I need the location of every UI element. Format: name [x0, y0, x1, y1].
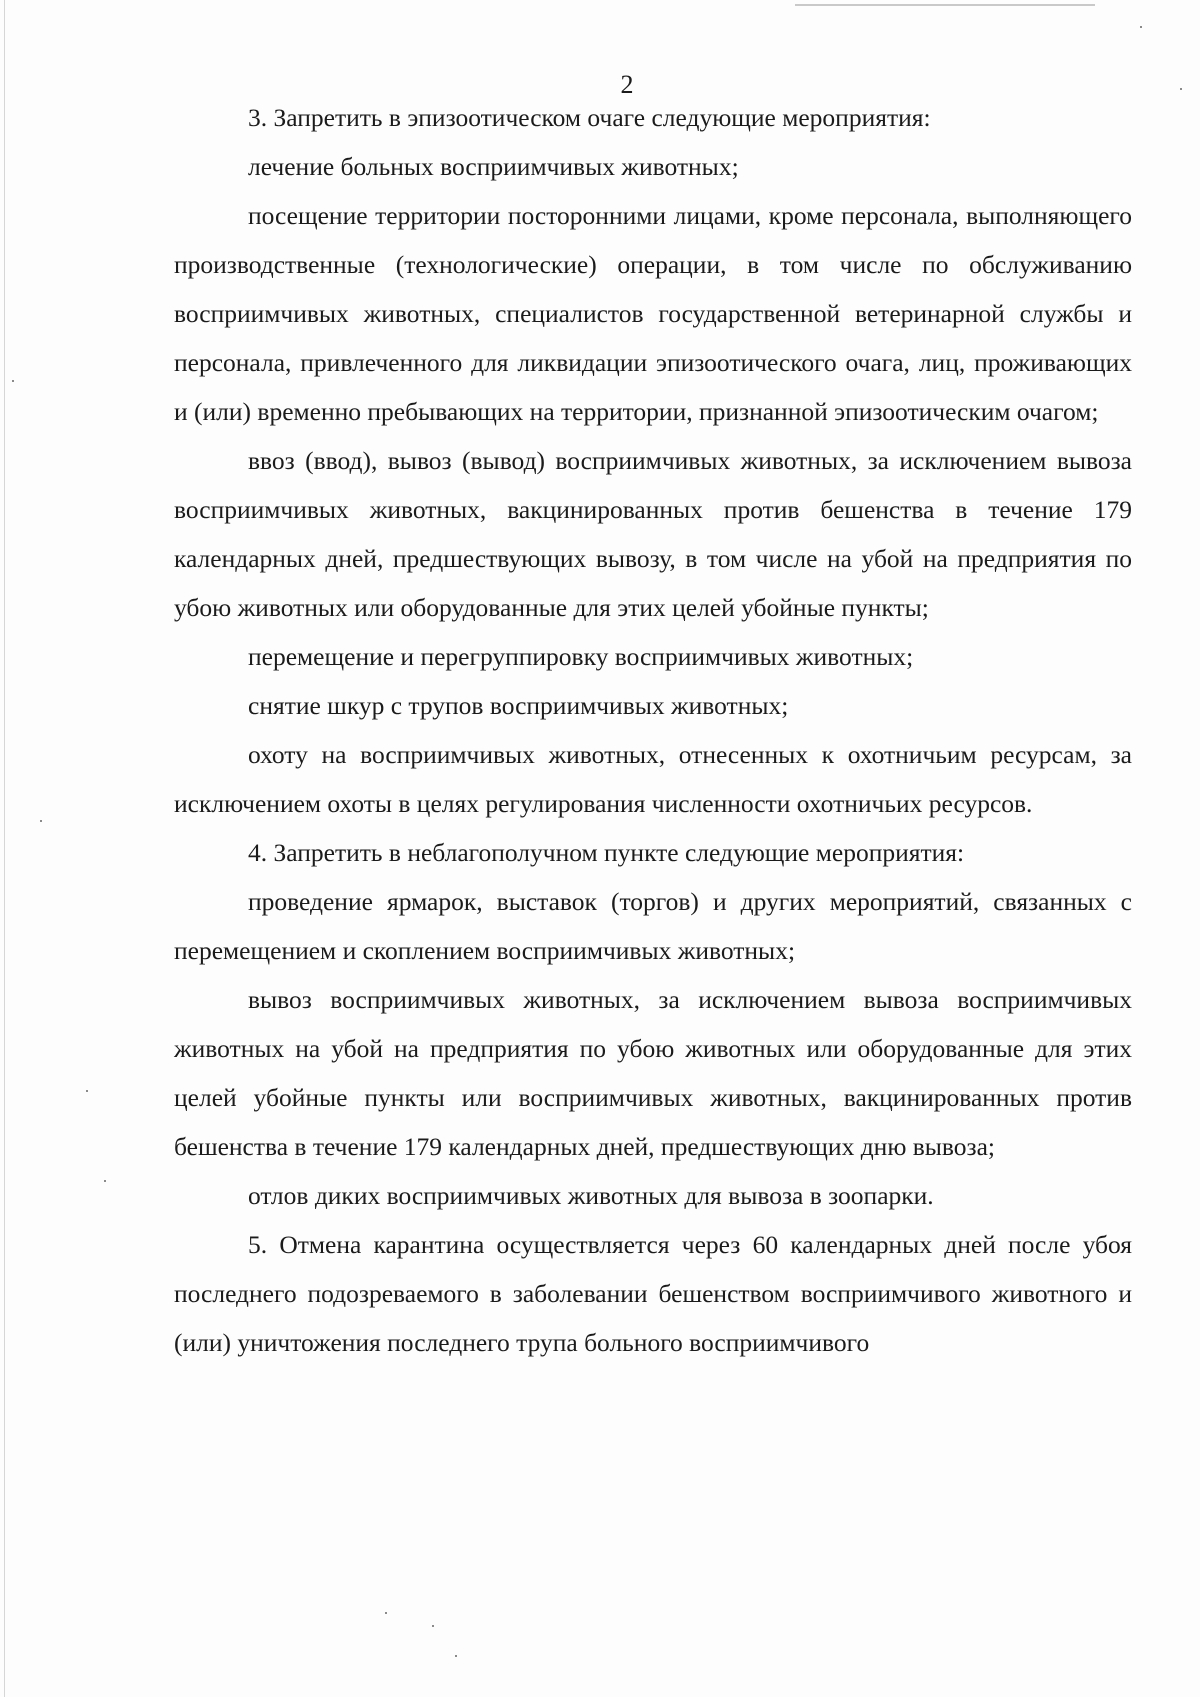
paragraph: посещение территории посторонними лицами, кроме персонала, выполняющего производственные (технологические) операции, в том числе по обслуживанию восприимчивых животных, специалистов государственной ветеринарной службы и персонала, привлеченного для ликвидации эпизоотического очага, лиц, проживающих и (или) временно пребывающих на территории, признанной эпизоотическим очагом;	[174, 201, 1132, 426]
paragraph: проведение ярмарок, выставок (торгов) и других мероприятий, связанных с перемещением и скоплением восприимчивых животных;	[174, 887, 1132, 965]
paragraph: охоту на восприимчивых животных, отнесенных к охотничьим ресурсам, за исключением охоты в целях регулирования численности охотничьих ресурсов.	[174, 740, 1132, 818]
paragraph-5: 5. Отмена карантина осуществляется через 60 календарных дней после убоя последнего подозреваемого в заболевании бешенством восприимчивого животного и (или) уничтожения последнего трупа больного восприимчивого	[174, 1230, 1132, 1357]
paragraph: вывоз восприимчивых животных, за исключением вывоза восприимчивых животных на убой на предприятия по убою животных или оборудованные для этих целей убойные пункты или восприимчивых животных, вакцинированных против бешенства в течение 179 календарных дней, предшествующих дню вывоза;	[174, 985, 1132, 1161]
paragraph: отлов диких восприимчивых животных для вывоза в зоопарки.	[248, 1181, 934, 1210]
page-number: 2	[620, 70, 634, 99]
paragraph-4-heading: 4. Запретить в неблагополучном пункте следующие мероприятия:	[248, 838, 965, 867]
paragraph: лечение больных восприимчивых животных;	[248, 152, 739, 181]
paragraph-3-heading: 3. Запретить в эпизоотическом очаге следующие мероприятия:	[248, 103, 931, 132]
scan-speck	[86, 1090, 88, 1092]
scan-speck	[385, 1612, 387, 1614]
paragraph: ввоз (ввод), вывоз (вывод) восприимчивых животных, за исключением вывоза восприимчивых животных, вакцинированных против бешенства в течение 179 календарных дней, предшествующих вывозу, в том числе на убой на предприятия по убою животных или оборудованные для этих целей убойные пункты;	[174, 446, 1132, 622]
paragraph: перемещение и перегруппировку восприимчивых животных;	[248, 642, 914, 671]
scan-speck	[104, 1180, 106, 1182]
scan-edge-top	[795, 4, 1095, 6]
paragraph: снятие шкур с трупов восприимчивых животных;	[248, 691, 789, 720]
scan-speck	[455, 1655, 457, 1657]
scan-speck	[12, 380, 14, 382]
scan-speck	[432, 1625, 434, 1627]
scan-edge-left	[4, 0, 5, 1697]
document-body	[174, 93, 1132, 1367]
scan-speck	[1140, 26, 1142, 28]
scan-speck	[40, 820, 42, 822]
